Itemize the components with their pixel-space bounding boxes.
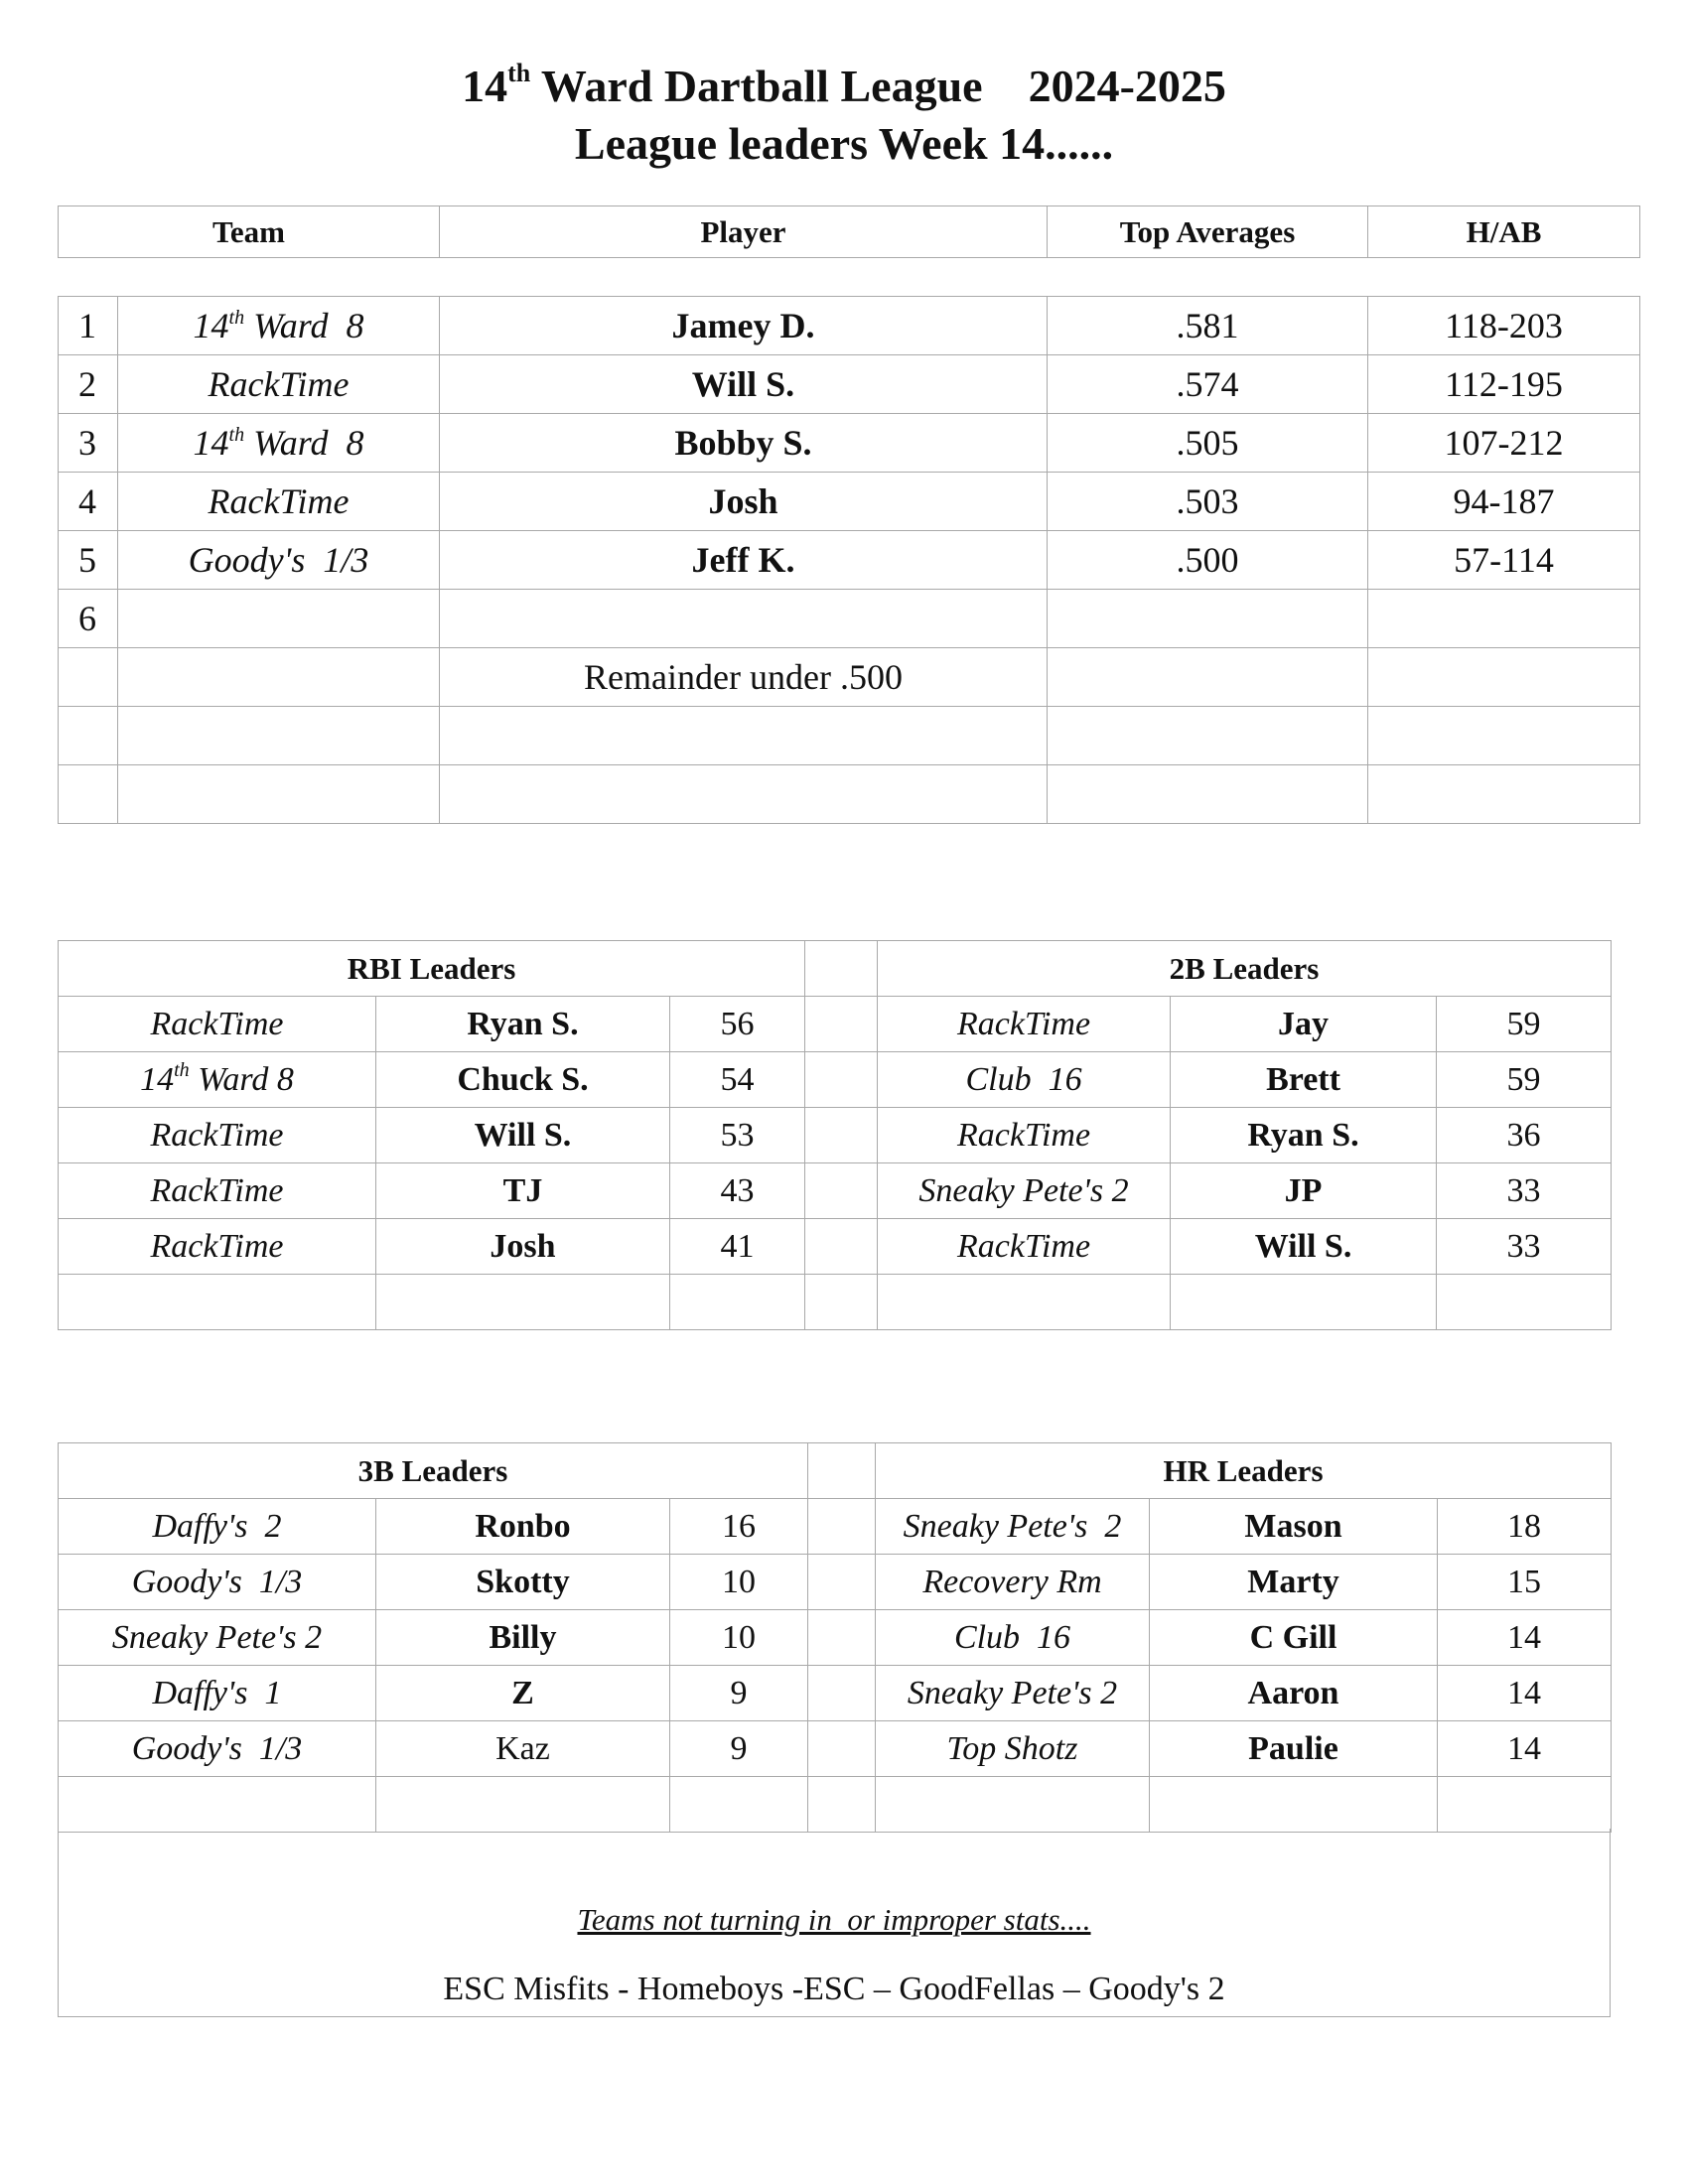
empty-cell	[1048, 707, 1368, 765]
team-cell	[118, 590, 440, 648]
average-cell: .500	[1048, 531, 1368, 590]
table-row	[59, 707, 1640, 765]
hr-team: Sneaky Pete's 2	[876, 1499, 1150, 1555]
empty-cell	[1150, 1777, 1438, 1833]
rbi-player: Josh	[376, 1219, 670, 1275]
table-row	[59, 1721, 1612, 1777]
hr-leaders-title: HR Leaders	[876, 1443, 1612, 1499]
hr-value: 18	[1438, 1499, 1612, 1555]
rbi-player: Ryan S.	[376, 997, 670, 1052]
rbi-value: 56	[670, 997, 805, 1052]
empty-cell	[876, 1777, 1150, 1833]
rbi-player: TJ	[376, 1163, 670, 1219]
2b-team: RackTime	[878, 1219, 1171, 1275]
3b-value: 10	[670, 1555, 808, 1610]
hab-cell: 107-212	[1368, 414, 1640, 473]
rbi-value: 43	[670, 1163, 805, 1219]
2b-player: Ryan S.	[1171, 1108, 1437, 1163]
rank-cell: 5	[59, 531, 118, 590]
empty-cell	[670, 1275, 805, 1330]
rbi-player: Will S.	[376, 1108, 670, 1163]
spacer-cell	[805, 1275, 878, 1330]
hr-player: Paulie	[1150, 1721, 1438, 1777]
3b-player: Ronbo	[376, 1499, 670, 1555]
rbi-team: RackTime	[59, 997, 376, 1052]
column-header-player: Player	[440, 206, 1048, 258]
empty-cell	[440, 707, 1048, 765]
2b-value: 59	[1437, 1052, 1612, 1108]
hab-cell: 94-187	[1368, 473, 1640, 531]
spacer-cell	[808, 1777, 876, 1833]
2b-player: Jay	[1171, 997, 1437, 1052]
empty-cell	[1438, 1777, 1612, 1833]
team-cell: 14th Ward 8	[118, 414, 440, 473]
hr-value: 14	[1438, 1721, 1612, 1777]
3b-value: 10	[670, 1610, 808, 1666]
stats-missing-teams: ESC Misfits - Homeboys -ESC – GoodFellas – Goody's 2	[443, 1971, 1225, 2007]
2b-team: Sneaky Pete's 2	[878, 1163, 1171, 1219]
3b-value: 9	[670, 1666, 808, 1721]
empty-cell	[1171, 1275, 1437, 1330]
rbi-team: RackTime	[59, 1219, 376, 1275]
rank-cell: 1	[59, 297, 118, 355]
team-cell	[118, 648, 440, 707]
remainder-note: Remainder under .500	[440, 648, 1048, 707]
table-row	[59, 997, 1612, 1052]
3b-player: Kaz	[376, 1721, 670, 1777]
table-row	[59, 1610, 1612, 1666]
table-row	[59, 1555, 1612, 1610]
3b-player: Billy	[376, 1610, 670, 1666]
hr-value: 14	[1438, 1666, 1612, 1721]
table-row	[59, 414, 1640, 473]
rbi-2b-leaders-table	[58, 940, 1612, 1330]
average-cell: .503	[1048, 473, 1368, 531]
spacer-cell	[805, 1163, 878, 1219]
spacer-cell	[805, 1219, 878, 1275]
spacer-cell	[805, 1108, 878, 1163]
team-cell: RackTime	[118, 473, 440, 531]
rbi-player: Chuck S.	[376, 1052, 670, 1108]
3b-player: Z	[376, 1666, 670, 1721]
page-subtitle: League leaders Week 14......	[574, 118, 1114, 169]
spacer-cell	[808, 1499, 876, 1555]
table-row	[59, 473, 1640, 531]
empty-cell	[1437, 1275, 1612, 1330]
average-cell	[1048, 648, 1368, 707]
empty-cell	[376, 1275, 670, 1330]
hr-team: Sneaky Pete's 2	[876, 1666, 1150, 1721]
hab-cell: 57-114	[1368, 531, 1640, 590]
2b-value: 59	[1437, 997, 1612, 1052]
spacer-cell	[805, 997, 878, 1052]
column-header-team: Team	[59, 206, 440, 258]
rank-cell: 4	[59, 473, 118, 531]
empty-cell	[670, 1777, 808, 1833]
player-cell	[440, 590, 1048, 648]
average-cell	[1048, 590, 1368, 648]
title-number: 14	[462, 61, 508, 111]
player-cell: Bobby S.	[440, 414, 1048, 473]
footer-box	[58, 1829, 1611, 2017]
3b-team: Goody's 1/3	[59, 1721, 376, 1777]
rbi-value: 54	[670, 1052, 805, 1108]
average-cell: .574	[1048, 355, 1368, 414]
table-row	[59, 1275, 1612, 1330]
hr-player: Aaron	[1150, 1666, 1438, 1721]
average-cell: .505	[1048, 414, 1368, 473]
rbi-team: RackTime	[59, 1108, 376, 1163]
2b-value: 36	[1437, 1108, 1612, 1163]
rank-cell: 3	[59, 414, 118, 473]
team-cell: Goody's 1/3	[118, 531, 440, 590]
averages-header-table	[58, 205, 1640, 258]
empty-cell	[59, 765, 118, 824]
player-cell: Jeff K.	[440, 531, 1048, 590]
empty-cell	[59, 1275, 376, 1330]
rank-cell	[59, 648, 118, 707]
table-row	[59, 1052, 1612, 1108]
spacer-cell	[808, 1443, 876, 1499]
3b-team: Daffy's 1	[59, 1666, 376, 1721]
spacer-cell	[808, 1555, 876, 1610]
page-header	[0, 58, 1688, 173]
hr-team: Recovery Rm	[876, 1555, 1150, 1610]
table-row	[59, 1219, 1612, 1275]
empty-cell	[878, 1275, 1171, 1330]
hr-player: Marty	[1150, 1555, 1438, 1610]
hr-player: Mason	[1150, 1499, 1438, 1555]
empty-cell	[1368, 765, 1640, 824]
table-row	[59, 1163, 1612, 1219]
empty-cell	[1368, 707, 1640, 765]
page-title	[0, 58, 1688, 115]
table-row	[59, 531, 1640, 590]
2b-team: RackTime	[878, 997, 1171, 1052]
2b-player: JP	[1171, 1163, 1437, 1219]
empty-cell	[118, 707, 440, 765]
2b-player: Brett	[1171, 1052, 1437, 1108]
hab-cell: 118-203	[1368, 297, 1640, 355]
empty-cell	[440, 765, 1048, 824]
table-row	[59, 355, 1640, 414]
column-header-hab: H/AB	[1368, 206, 1640, 258]
player-cell: Jamey D.	[440, 297, 1048, 355]
table-row	[59, 1777, 1612, 1833]
averages-table	[58, 296, 1640, 824]
empty-cell	[59, 1777, 376, 1833]
hab-cell	[1368, 648, 1640, 707]
title-text: Ward Dartball League 2024-2025	[530, 61, 1226, 111]
3b-leaders-title: 3B Leaders	[59, 1443, 808, 1499]
spacer-cell	[808, 1666, 876, 1721]
3b-hr-leaders-table	[58, 1442, 1612, 1833]
3b-value: 16	[670, 1499, 808, 1555]
2b-value: 33	[1437, 1219, 1612, 1275]
team-cell: RackTime	[118, 355, 440, 414]
player-cell: Will S.	[440, 355, 1048, 414]
hr-value: 14	[1438, 1610, 1612, 1666]
rbi-leaders-title: RBI Leaders	[59, 941, 805, 997]
3b-team: Goody's 1/3	[59, 1555, 376, 1610]
column-header-top-averages: Top Averages	[1048, 206, 1368, 258]
spacer-cell	[808, 1610, 876, 1666]
spacer-cell	[808, 1721, 876, 1777]
title-ordinal: th	[507, 59, 531, 87]
table-row	[59, 648, 1640, 707]
empty-cell	[118, 765, 440, 824]
rbi-value: 53	[670, 1108, 805, 1163]
empty-cell	[59, 707, 118, 765]
table-row	[59, 590, 1640, 648]
rbi-value: 41	[670, 1219, 805, 1275]
hr-value: 15	[1438, 1555, 1612, 1610]
player-cell: Josh	[440, 473, 1048, 531]
empty-cell	[1048, 765, 1368, 824]
hab-cell: 112-195	[1368, 355, 1640, 414]
hr-team: Club 16	[876, 1610, 1150, 1666]
spacer-cell	[805, 941, 878, 997]
rbi-team: RackTime	[59, 1163, 376, 1219]
rank-cell: 6	[59, 590, 118, 648]
table-row	[59, 1499, 1612, 1555]
rank-cell: 2	[59, 355, 118, 414]
3b-player: Skotty	[376, 1555, 670, 1610]
3b-team: Daffy's 2	[59, 1499, 376, 1555]
rbi-team: 14th Ward 8	[59, 1052, 376, 1108]
spacer-cell	[805, 1052, 878, 1108]
empty-cell	[376, 1777, 670, 1833]
2b-team: RackTime	[878, 1108, 1171, 1163]
hr-team: Top Shotz	[876, 1721, 1150, 1777]
stats-missing-note: Teams not turning in or improper stats....	[577, 1902, 1091, 1937]
2b-team: Club 16	[878, 1052, 1171, 1108]
table-row	[59, 297, 1640, 355]
table-row	[59, 1108, 1612, 1163]
team-cell: 14th Ward 8	[118, 297, 440, 355]
2b-leaders-title: 2B Leaders	[878, 941, 1612, 997]
average-cell: .581	[1048, 297, 1368, 355]
table-row	[59, 1666, 1612, 1721]
hab-cell	[1368, 590, 1640, 648]
table-row	[59, 765, 1640, 824]
hr-player: C Gill	[1150, 1610, 1438, 1666]
3b-value: 9	[670, 1721, 808, 1777]
2b-value: 33	[1437, 1163, 1612, 1219]
2b-player: Will S.	[1171, 1219, 1437, 1275]
3b-team: Sneaky Pete's 2	[59, 1610, 376, 1666]
